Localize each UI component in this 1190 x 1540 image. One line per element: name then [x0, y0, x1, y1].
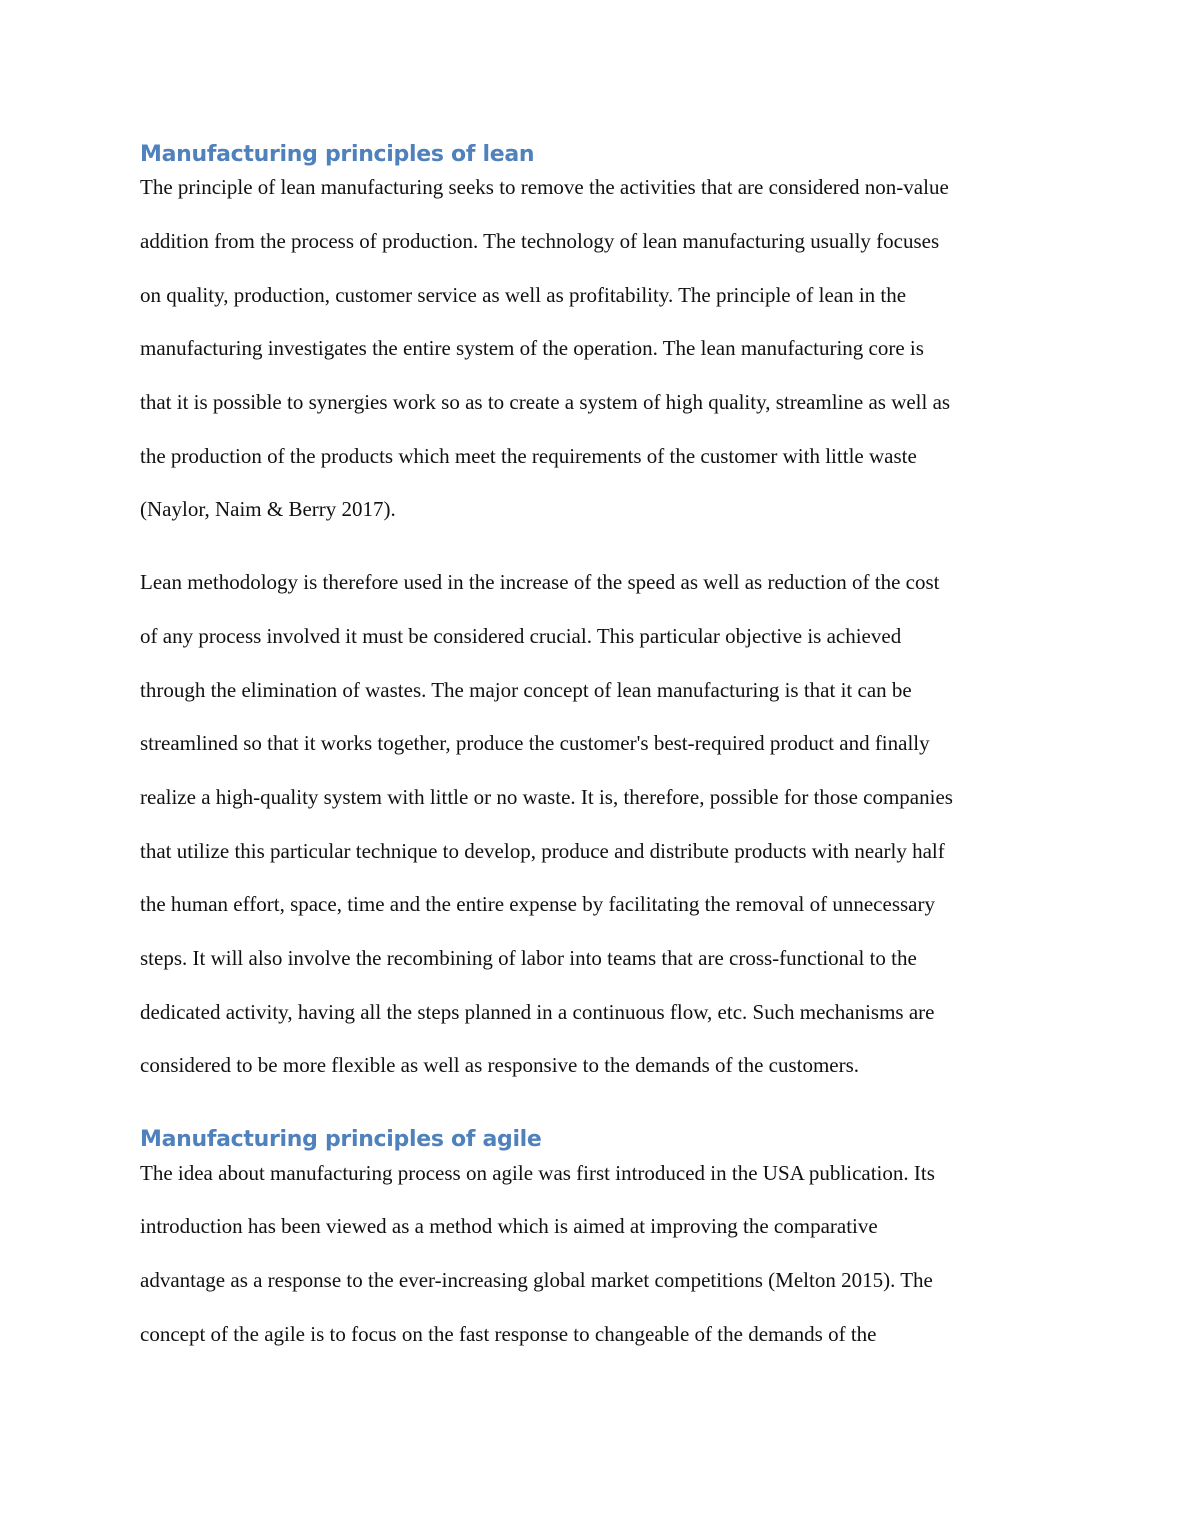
paragraph-line: considered to be more flexible as well as responsive to the demands of the customers. [140, 1053, 860, 1077]
paragraph-line: of any process involved it must be considered crucial. This particular objective is achieved [140, 624, 902, 648]
paragraph-line: (Naylor, Naim & Berry 2017). [140, 497, 396, 521]
section-heading-agile: Manufacturing principles of agile [140, 1127, 542, 1152]
paragraph-line: that utilize this particular technique to develop, produce and distribute products with nearly half [140, 839, 945, 863]
paragraph-line: that it is possible to synergies work so as to create a system of high quality, streamline as well as [140, 390, 951, 414]
paragraph-line: the human effort, space, time and the entire expense by facilitating the removal of unnecessary [140, 892, 935, 916]
paragraph-line: concept of the agile is to focus on the fast response to changeable of the demands of the [140, 1322, 877, 1346]
section-heading-lean: Manufacturing principles of lean [140, 142, 535, 167]
paragraph-line: advantage as a response to the ever-increasing global market competitions (Melton 2015). The [140, 1268, 933, 1292]
paragraph-line: the production of the products which meet the requirements of the customer with little waste [140, 444, 917, 468]
paragraph-line: on quality, production, customer service as well as profitability. The principle of lean in the [140, 283, 907, 307]
paragraph-line: Lean methodology is therefore used in the increase of the speed as well as reduction of the cost [140, 570, 940, 594]
paragraph-line: The idea about manufacturing process on agile was first introduced in the USA publication. Its [140, 1161, 935, 1185]
paragraph-line: dedicated activity, having all the steps planned in a continuous flow, etc. Such mechanisms are [140, 1000, 935, 1024]
paragraph-line: steps. It will also involve the recombining of labor into teams that are cross-functional to the [140, 946, 917, 970]
paragraph-line: addition from the process of production. The technology of lean manufacturing usually focuses [140, 229, 940, 253]
paragraph-line: The principle of lean manufacturing seeks to remove the activities that are considered non-value [140, 175, 949, 199]
paragraph-line: through the elimination of wastes. The major concept of lean manufacturing is that it can be [140, 678, 912, 702]
paragraph-line: streamlined so that it works together, produce the customer's best-required product and finally [140, 731, 930, 755]
paragraph-line: introduction has been viewed as a method which is aimed at improving the comparative [140, 1214, 878, 1238]
paragraph-line: realize a high-quality system with little or no waste. It is, therefore, possible for those companies [140, 785, 953, 809]
paragraph-line: manufacturing investigates the entire system of the operation. The lean manufacturing core is [140, 336, 924, 360]
